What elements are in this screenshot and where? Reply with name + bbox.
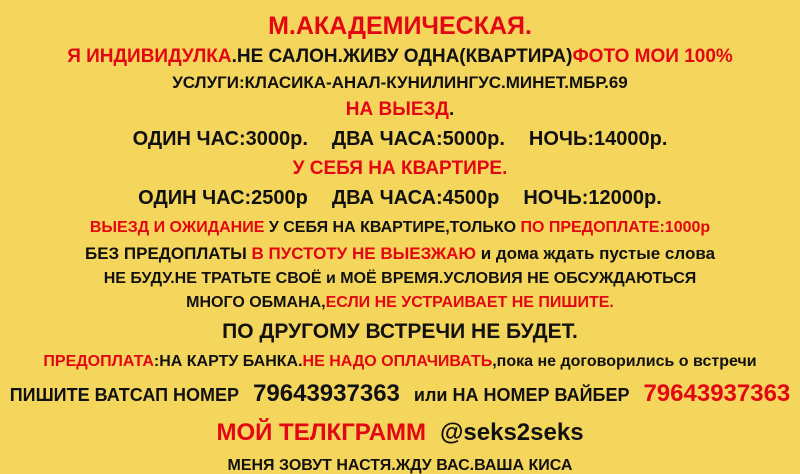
ad-scam-line — [6, 294, 794, 312]
outcall-label: НА ВЫЕЗД — [345, 99, 449, 121]
nopayment-suffix: и дома ждать пустые слова — [475, 243, 716, 263]
ad-title: М.АКАДЕМИЧЕСКАЯ. — [268, 12, 532, 40]
line2-highlight-left: Я ИНДИВИДУЛКА — [67, 46, 232, 67]
payment-body: :НА КАРТУ БАНКА. — [153, 352, 303, 370]
line2-body: .НЕ САЛОН.ЖИВУ ОДНА(КВАРТИРА) — [231, 46, 573, 67]
price-incall-hour: ОДИН ЧАС:2500р — [138, 187, 308, 210]
ad-outcall-header — [6, 99, 794, 120]
ad-nomeeting-line: ПО ДРУГОМУ ВСТРЕЧИ НЕ БУДЕТ. — [222, 320, 578, 344]
ad-prepayment-line — [6, 219, 794, 237]
scam-prefix: МНОГО ОБМАНА, — [186, 294, 326, 312]
price-incall-night: НОЧЬ:12000р. — [523, 187, 662, 210]
payment-suffix: ,пока не договорились о встречи — [492, 352, 757, 370]
ad-nopayment-line — [6, 244, 794, 263]
ad-payment-method-line — [6, 353, 794, 371]
ad-signature-line: МЕНЯ ЗОВУТ НАСТЯ.ЖДУ ВАС.ВАША КИСА — [227, 456, 573, 474]
payment-warning: НЕ НАДО ОПЛАЧИВАТЬ — [302, 352, 493, 370]
price-outcall-two-hours: ДВА ЧАСА:5000р. — [331, 127, 505, 150]
prepayment-highlight: ВЫЕЗД И ОЖИДАНИЕ — [89, 218, 265, 236]
whatsapp-label: ПИШИТЕ ВАТСАП НОМЕР — [9, 384, 240, 405]
ad-prices-outcall — [6, 128, 794, 150]
outcall-dot: . — [448, 99, 455, 121]
ad-telegram-line — [6, 420, 794, 447]
payment-label: ПРЕДОПЛАТА — [43, 352, 154, 370]
nopayment-prefix: БЕЗ ПРЕДОПЛАТЫ — [84, 243, 252, 263]
price-outcall-night: НОЧЬ:14000р. — [528, 127, 668, 150]
telegram-handle[interactable]: @seks2seks — [440, 418, 584, 446]
nopayment-highlight: В ПУСТОТУ НЕ ВЫЕЗЖАЮ — [251, 243, 476, 263]
viber-label: или НА НОМЕР ВАЙБЕР — [413, 384, 630, 405]
viber-number[interactable]: 79643937363 — [643, 379, 791, 407]
ad-incall-header: У СЕБЯ НА КВАРТИРЕ. — [292, 157, 508, 179]
ad-line-individual — [6, 46, 794, 67]
price-outcall-hour: ОДИН ЧАС:3000р. — [132, 127, 308, 150]
whatsapp-number[interactable]: 79643937363 — [253, 379, 400, 407]
price-incall-two-hours: ДВА ЧАСА:4500р — [331, 187, 500, 210]
scam-highlight: ЕСЛИ НЕ УСТРАИВАЕТ НЕ ПИШИТЕ. — [325, 294, 614, 312]
telegram-label: МОЙ ТЕЛКГРАММ — [216, 418, 427, 446]
line2-highlight-right: ФОТО МОИ 100% — [572, 46, 733, 67]
ad-conditions-line: НЕ БУДУ.НЕ ТРАТЬТЕ СВОЁ и МОЁ ВРЕМЯ.УСЛОВИЯ НЕ ОБСУЖДАЮТЬСЯ — [103, 269, 697, 287]
prepayment-body: У СЕБЯ НА КВАРТИРЕ,ТОЛЬКО — [264, 218, 521, 236]
ad-contacts-line — [6, 381, 794, 408]
ad-prices-incall — [6, 187, 794, 209]
ad-services-line: УСЛУГИ:КЛАСИКА-АНАЛ-КУНИЛИНГУС.МИНЕТ.МБР.69 — [172, 73, 628, 93]
prepayment-amount: ПО ПРЕДОПЛАТЕ:1000р — [520, 218, 711, 236]
